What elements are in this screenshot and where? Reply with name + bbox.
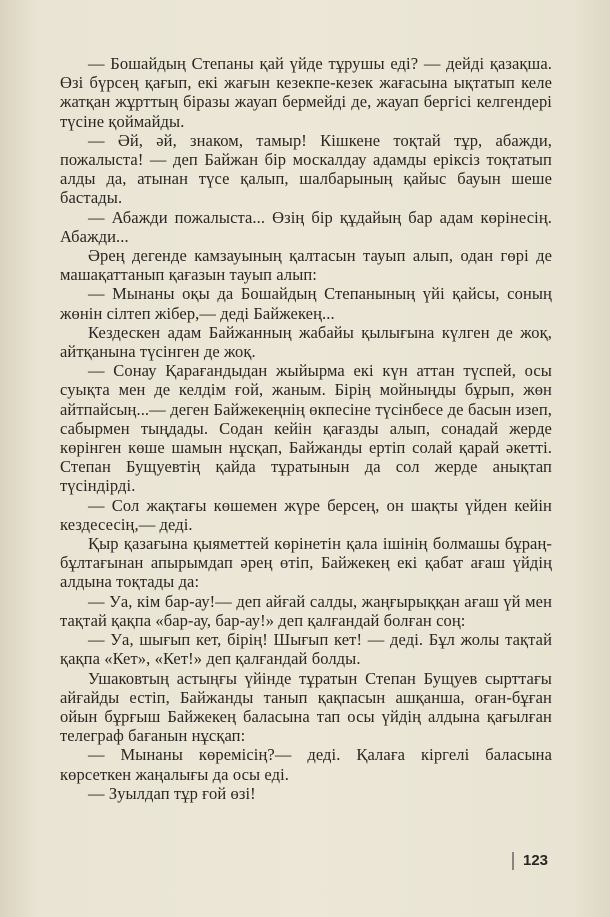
body-text (60, 54, 552, 803)
paragraph: Әрең дегенде камзауының қалтасын тауып алып, одан гөрі де машақаттанып қағазын тауып алып: (60, 246, 552, 285)
paragraph: Ушаковтың астыңғы үйінде тұратын Степан Бущуев сырттағы айғайды естіп, Байжанды танып қақпасын ашқанша, оған-бұған ойын бұрғыш Байжекең баласына тап осы үйдің алдына қағылған телеграф бағанын нұсқап: (60, 668, 552, 746)
paragraph: — Бошайдың Степаны қай үйде тұрушы еді? — дейді қазақша. Өзі бүрсең қағып, екі жағын кезекпе-кезек жағасына ықтатып келе жатқан жұрттың біразы жауап бермейді де, жауап бергісі келгендері түсіне қоймайды. (60, 54, 552, 131)
paragraph: Кездескен адам Байжанның жабайы қылығына күлген де жоқ, айтқанына түсінген де жоқ. (60, 322, 552, 362)
paragraph: — Мынаны оқы да Бошайдың Степанының үйі қайсы, соның жөнін сілтеп жібер,— деді Байжекең... (60, 284, 552, 323)
paragraph: — Сол жақтағы көшемен жүре берсең, он шақты үйден кейін кездесесің,— деді. (60, 495, 552, 534)
paragraph: Қыр қазағына қыяметтей көрінетін қала ішінің болмашы бұраң-бұлтағынан апырымдап әрең өтіп, Байжекең екі қабат ағаш үйдің алдына тоқтады да: (60, 534, 552, 592)
paragraph: — Сонау Қарағандыдан жыйырма екі күн аттан түспей, осы суықта мен де келдім ғой, жаным. Бірің мойныңды бұрып, жөн айтпайсың...— деген Байжекеңнің өкпесіне түсінбесе де басын изеп, сабырмен тыңдады. Содан кейін қағазды алып, сонадай жерде көрінген көше шамын нұсқап, Байжанды ертіп солай қарай әкетті. Степан Бущуевтің қайда тұратынын да сол жерде анықтап түсіндірді. (60, 361, 552, 496)
page-number: 123 (523, 852, 549, 869)
page-number-mark (512, 852, 514, 870)
paragraph: — Зуылдап тұр ғой өзі! (88, 783, 256, 803)
paragraph: — Әй, әй, знаком, тамыр! Кішкене тоқтай тұр, абажди, пожалыста! — деп Байжан бір москалдау адамды еріксіз тоқтатып алды да, атынан түсе қалып, шалбарының қайыс бауын шеше бастады. (60, 130, 552, 208)
paragraph: — Уа, кім бар-ау!— деп айғай салды, жаңғырыққан ағаш үй мен тақтай қақпа «бар-ау, бар-ау!» деп қалғандай болған соң: (60, 591, 552, 630)
paragraph: — Мынаны көремісің?— деді. Қалаға кіргелі баласына көрсеткен жаңалығы да осы еді. (60, 745, 552, 784)
paragraph: — Уа, шығып кет, бірің! Шығып кет! — деді. Бұл жолы тақтай қақпа «Кет», «Кет!» деп қалғандай болды. (60, 630, 552, 669)
paragraph: — Абажди пожалыста... Өзің бір құдайың бар адам көрінесің. Абажди... (60, 207, 552, 246)
